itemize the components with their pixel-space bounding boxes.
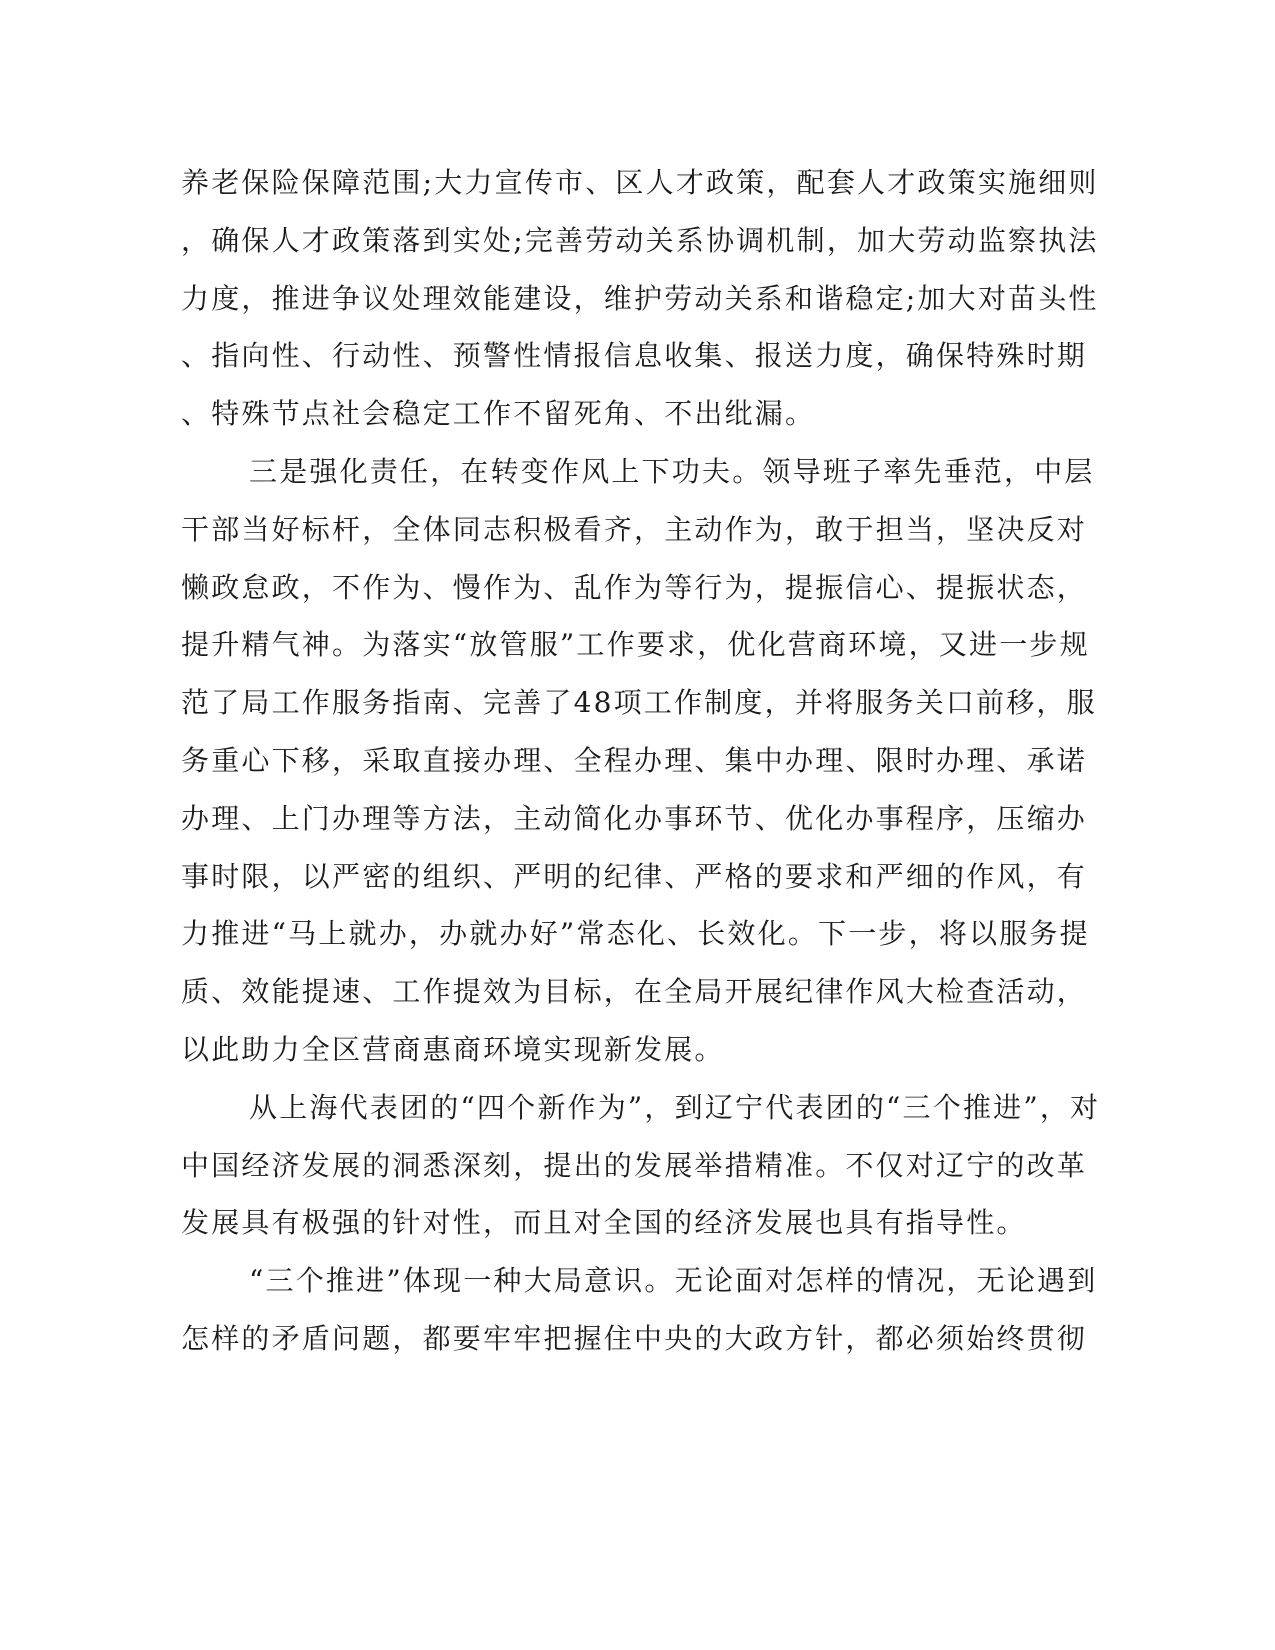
- text-line: 懒政怠政，不作为、慢作为、乱作为等行为，提振信心、提振状态，: [181, 570, 1088, 604]
- text-line: 务重心下移，采取直接办理、全程办理、集中办理、限时办理、承诺: [181, 743, 1088, 777]
- text-line: 、指向性、行动性、预警性情报信息收集、报送力度，确保特殊时期: [181, 339, 1088, 373]
- text-line: 发展具有极强的针对性，而且对全国的经济发展也具有指导性。: [181, 1206, 1027, 1240]
- text-line: 、特殊节点社会稳定工作不留死角、不出纰漏。: [181, 397, 816, 431]
- text-line: 力度，推进争议处理效能建设，维护劳动关系和谐稳定;加大对苗头性: [181, 281, 1099, 315]
- text-line: ，确保人才政策落到实处;完善劳动关系协调机制，加大劳动监察执法: [181, 223, 1099, 257]
- text-line: 养老保险保障范围;大力宣传市、区人才政策，配套人才政策实施细则: [181, 166, 1099, 199]
- text-line: 事时限，以严密的组织、严明的纪律、严格的要求和严细的作风，有: [181, 859, 1088, 893]
- text-line: 质、效能提速、工作提效为目标，在全局开展纪律作风大检查活动，: [181, 975, 1088, 1009]
- paragraph-start-line: 三是强化责任，在转变作风上下功夫。领导班子率先垂范，中层: [249, 454, 1095, 488]
- text-line: 怎样的矛盾问题，都要牢牢把握住中央的大政方针，都必须始终贯彻: [181, 1321, 1088, 1355]
- text-line: 办理、上门办理等方法，主动简化办事环节、优化办事程序，压缩办: [181, 801, 1088, 835]
- paragraph-start-line: 从上海代表团的“四个新作为”，到辽宁代表团的“三个推进”，对: [249, 1090, 1101, 1124]
- text-line: 干部当好标杆，全体同志积极看齐，主动作为，敢于担当，坚决反对: [181, 512, 1088, 546]
- text-line: 中国经济发展的洞悉深刻，提出的发展举措精准。不仅对辽宁的改革: [181, 1148, 1088, 1182]
- paragraph-start-line: “三个推进”体现一种大局意识。无论面对怎样的情况，无论遇到: [249, 1264, 1098, 1298]
- text-line: 力推进“马上就办，办就办好”常态化、长效化。下一步，将以服务提: [181, 917, 1090, 951]
- text-line: 提升精气神。为落实“放管服”工作要求，优化营商环境，又进一步规: [181, 628, 1090, 662]
- document-body: [181, 154, 1101, 1368]
- text-line: 范了局工作服务指南、完善了48项工作制度，并将服务关口前移，服: [181, 686, 1097, 720]
- text-line: 以此助力全区营商惠商环境实现新发展。: [181, 1032, 725, 1066]
